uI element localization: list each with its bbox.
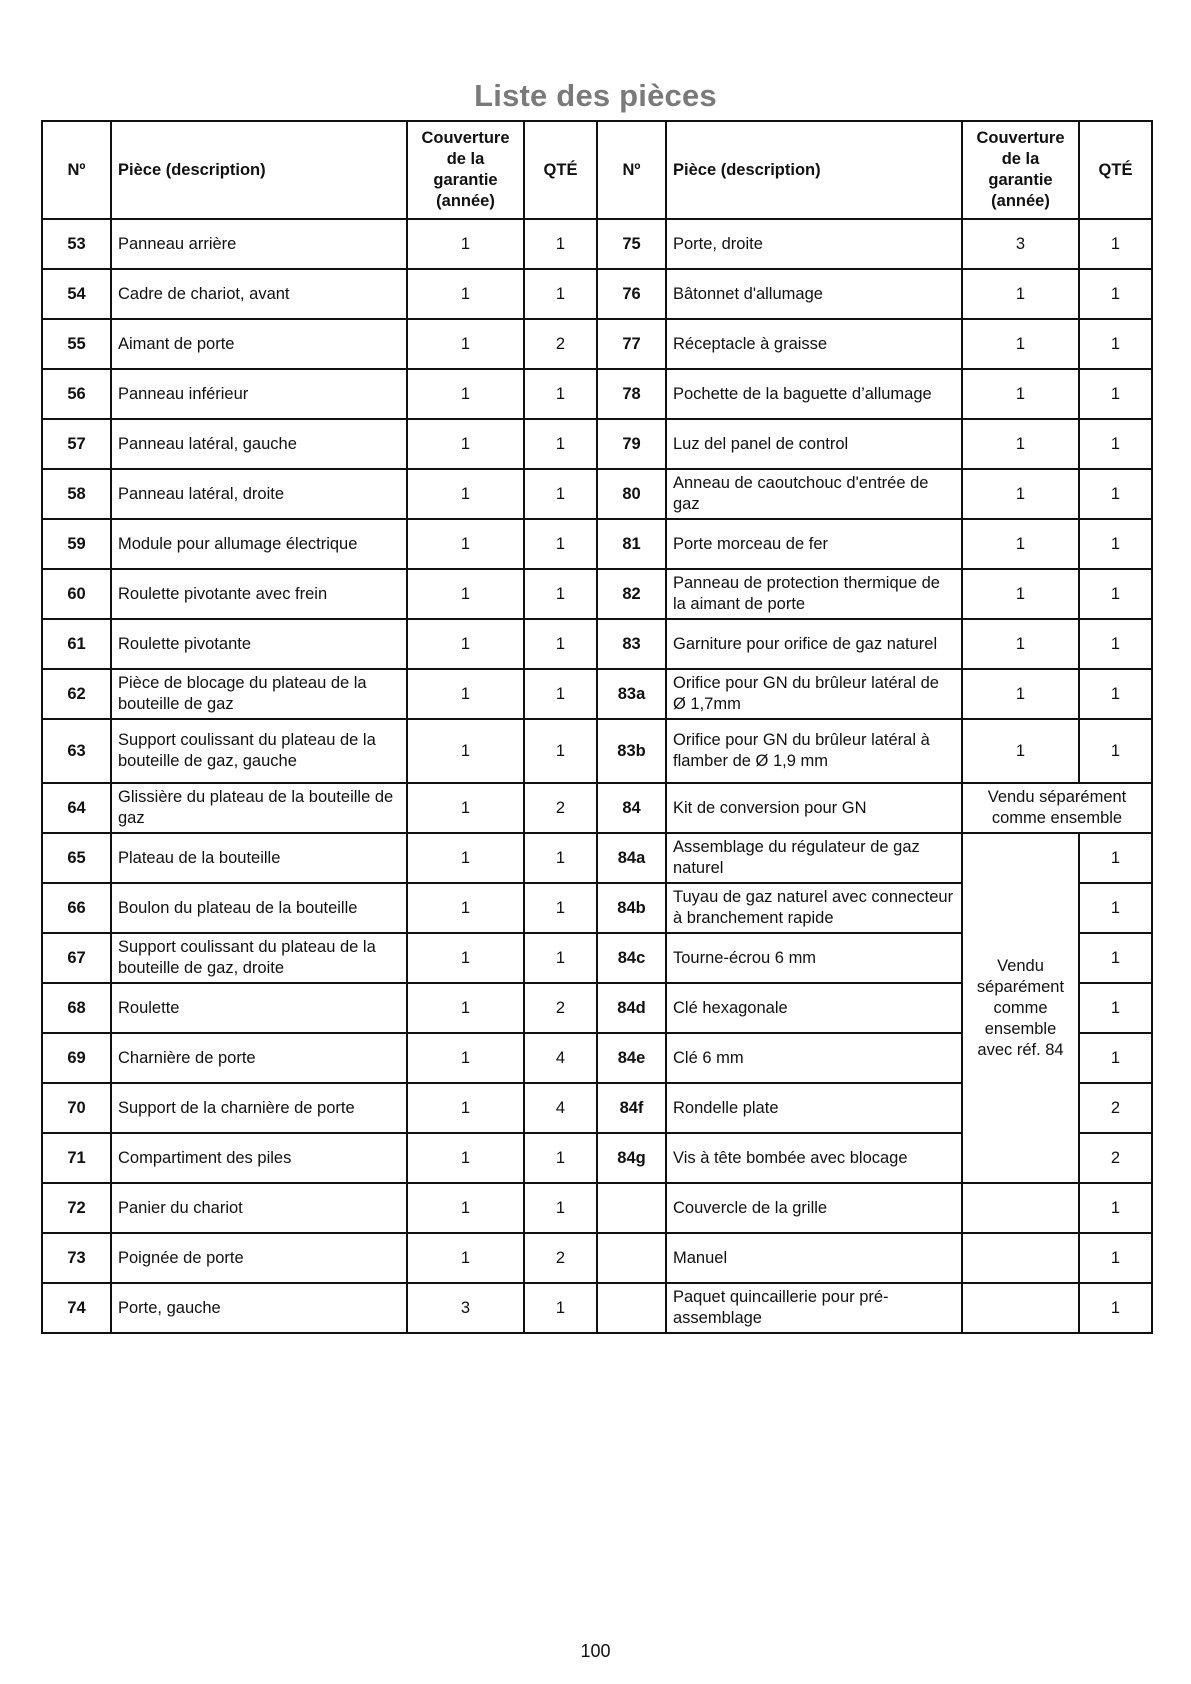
part-description: Panneau de protection thermique de la aimant de porte — [666, 569, 962, 619]
part-number: 61 — [42, 619, 111, 669]
part-number: 53 — [42, 219, 111, 269]
table-row — [42, 269, 1152, 319]
part-number: 73 — [42, 1233, 111, 1283]
quantity: 1 — [524, 619, 597, 669]
table-row — [42, 783, 1152, 833]
quantity: 2 — [524, 783, 597, 833]
part-description: Cadre de chariot, avant — [111, 269, 407, 319]
table-row — [42, 833, 1152, 883]
warranty-years — [962, 1283, 1079, 1333]
quantity: 2 — [524, 1233, 597, 1283]
part-number: 57 — [42, 419, 111, 469]
quantity: 1 — [1079, 519, 1152, 569]
warranty-years: 1 — [407, 269, 524, 319]
part-description: Manuel — [666, 1233, 962, 1283]
header-qty-left: QTÉ — [524, 121, 597, 219]
part-description: Boulon du plateau de la bouteille — [111, 883, 407, 933]
part-description: Orifice pour GN du brûleur latéral à flamber de Ø 1,9 mm — [666, 719, 962, 783]
quantity: 1 — [524, 469, 597, 519]
part-description: Poignée de porte — [111, 1233, 407, 1283]
part-description: Couvercle de la grille — [666, 1183, 962, 1233]
part-number: 83a — [597, 669, 666, 719]
quantity: 1 — [1079, 219, 1152, 269]
header-row — [42, 121, 1152, 219]
part-description: Pièce de blocage du plateau de la bouteille de gaz — [111, 669, 407, 719]
part-number: 69 — [42, 1033, 111, 1083]
part-description: Aimant de porte — [111, 319, 407, 369]
part-number: 79 — [597, 419, 666, 469]
part-description: Support coulissant du plateau de la bouteille de gaz, gauche — [111, 719, 407, 783]
part-number — [597, 1283, 666, 1333]
sold-separately-note: Vendu séparément comme ensemble — [962, 783, 1152, 833]
warranty-years — [962, 1183, 1079, 1233]
page-title: Liste des pièces — [474, 78, 717, 113]
quantity: 1 — [1079, 669, 1152, 719]
table-row — [42, 1183, 1152, 1233]
quantity: 1 — [1079, 1183, 1152, 1233]
part-number: 70 — [42, 1083, 111, 1133]
quantity: 1 — [524, 833, 597, 883]
part-description: Panneau arrière — [111, 219, 407, 269]
part-number: 55 — [42, 319, 111, 369]
part-description: Anneau de caoutchouc d'entrée de gaz — [666, 469, 962, 519]
warranty-years: 1 — [962, 719, 1079, 783]
part-number — [597, 1183, 666, 1233]
part-number: 71 — [42, 1133, 111, 1183]
quantity: 1 — [524, 669, 597, 719]
part-description: Rondelle plate — [666, 1083, 962, 1133]
quantity: 1 — [524, 1283, 597, 1333]
warranty-years: 1 — [407, 883, 524, 933]
table-row — [42, 569, 1152, 619]
part-description: Vis à tête bombée avec blocage — [666, 1133, 962, 1183]
quantity: 1 — [524, 933, 597, 983]
warranty-years: 1 — [962, 269, 1079, 319]
quantity: 2 — [524, 983, 597, 1033]
quantity: 1 — [1079, 269, 1152, 319]
quantity: 1 — [1079, 833, 1152, 883]
quantity: 1 — [1079, 619, 1152, 669]
part-description: Roulette pivotante — [111, 619, 407, 669]
quantity: 1 — [1079, 469, 1152, 519]
quantity: 1 — [524, 719, 597, 783]
quantity: 1 — [524, 1183, 597, 1233]
table-row — [42, 1283, 1152, 1333]
part-description: Pochette de la baguette d’allumage — [666, 369, 962, 419]
part-number: 54 — [42, 269, 111, 319]
quantity: 1 — [524, 419, 597, 469]
part-description: Roulette pivotante avec frein — [111, 569, 407, 619]
part-number: 84e — [597, 1033, 666, 1083]
warranty-years: 1 — [407, 519, 524, 569]
part-number: 65 — [42, 833, 111, 883]
warranty-years: 1 — [962, 469, 1079, 519]
warranty-years: 1 — [962, 369, 1079, 419]
warranty-years: 1 — [407, 569, 524, 619]
quantity: 1 — [1079, 719, 1152, 783]
warranty-years: 1 — [962, 669, 1079, 719]
warranty-years: 1 — [962, 569, 1079, 619]
part-description: Bâtonnet d'allumage — [666, 269, 962, 319]
part-number: 74 — [42, 1283, 111, 1333]
header-description-left: Pièce (description) — [111, 121, 407, 219]
table-row — [42, 469, 1152, 519]
quantity: 2 — [1079, 1133, 1152, 1183]
parts-table-body — [42, 219, 1152, 1333]
quantity: 1 — [524, 569, 597, 619]
part-description: Réceptacle à graisse — [666, 319, 962, 369]
quantity: 1 — [524, 519, 597, 569]
quantity: 1 — [524, 369, 597, 419]
quantity: 1 — [524, 1133, 597, 1183]
warranty-years: 1 — [962, 419, 1079, 469]
quantity: 1 — [524, 883, 597, 933]
warranty-years: 1 — [407, 983, 524, 1033]
part-description: Paquet quincaillerie pour pré-assemblage — [666, 1283, 962, 1333]
part-number: 83 — [597, 619, 666, 669]
part-description: Support coulissant du plateau de la bouteille de gaz, droite — [111, 933, 407, 983]
part-number: 59 — [42, 519, 111, 569]
table-row — [42, 719, 1152, 783]
part-number: 72 — [42, 1183, 111, 1233]
part-number: 64 — [42, 783, 111, 833]
part-description: Panier du chariot — [111, 1183, 407, 1233]
header-coverage-right: Couverture de la garantie (année) — [962, 121, 1079, 219]
part-number: 84c — [597, 933, 666, 983]
quantity: 1 — [1079, 983, 1152, 1033]
part-description: Tuyau de gaz naturel avec connecteur à branchement rapide — [666, 883, 962, 933]
part-number: 62 — [42, 669, 111, 719]
table-row — [42, 669, 1152, 719]
warranty-years: 1 — [962, 619, 1079, 669]
warranty-years: 3 — [407, 1283, 524, 1333]
table-row — [42, 419, 1152, 469]
quantity: 1 — [524, 219, 597, 269]
header-coverage-left: Couverture de la garantie (année) — [407, 121, 524, 219]
header-no-right: Nº — [597, 121, 666, 219]
quantity: 2 — [524, 319, 597, 369]
part-description: Charnière de porte — [111, 1033, 407, 1083]
warranty-years: 1 — [407, 219, 524, 269]
warranty-years: 1 — [407, 469, 524, 519]
quantity: 4 — [524, 1033, 597, 1083]
warranty-years: 3 — [962, 219, 1079, 269]
part-number: 68 — [42, 983, 111, 1033]
part-number: 84b — [597, 883, 666, 933]
warranty-years: 1 — [962, 519, 1079, 569]
part-description: Panneau latéral, gauche — [111, 419, 407, 469]
quantity: 1 — [1079, 369, 1152, 419]
table-row — [42, 519, 1152, 569]
part-number: 58 — [42, 469, 111, 519]
part-number: 84g — [597, 1133, 666, 1183]
quantity: 1 — [1079, 569, 1152, 619]
warranty-years: 1 — [407, 1033, 524, 1083]
quantity: 1 — [1079, 883, 1152, 933]
part-description: Module pour allumage électrique — [111, 519, 407, 569]
part-description: Porte, droite — [666, 219, 962, 269]
part-number: 77 — [597, 319, 666, 369]
warranty-years: 1 — [407, 933, 524, 983]
quantity: 1 — [1079, 1233, 1152, 1283]
part-number: 56 — [42, 369, 111, 419]
part-description: Support de la charnière de porte — [111, 1083, 407, 1133]
part-number: 78 — [597, 369, 666, 419]
part-number: 81 — [597, 519, 666, 569]
table-row — [42, 369, 1152, 419]
part-description: Panneau inférieur — [111, 369, 407, 419]
part-description: Panneau latéral, droite — [111, 469, 407, 519]
warranty-years: 1 — [407, 719, 524, 783]
quantity: 1 — [524, 269, 597, 319]
part-number: 76 — [597, 269, 666, 319]
part-description: Luz del panel de control — [666, 419, 962, 469]
part-description: Plateau de la bouteille — [111, 833, 407, 883]
warranty-years: 1 — [407, 319, 524, 369]
part-number: 80 — [597, 469, 666, 519]
quantity: 4 — [524, 1083, 597, 1133]
quantity: 2 — [1079, 1083, 1152, 1133]
part-description: Glissière du plateau de la bouteille de gaz — [111, 783, 407, 833]
part-number: 84a — [597, 833, 666, 883]
part-description: Roulette — [111, 983, 407, 1033]
quantity: 1 — [1079, 1283, 1152, 1333]
warranty-years: 1 — [407, 1233, 524, 1283]
part-number: 60 — [42, 569, 111, 619]
warranty-years: 1 — [407, 833, 524, 883]
sold-separately-note-84: Vendu séparément comme ensemble avec réf. 84 — [962, 833, 1079, 1183]
part-description: Orifice pour GN du brûleur latéral de Ø 1,7mm — [666, 669, 962, 719]
warranty-years: 1 — [407, 669, 524, 719]
table-row — [42, 319, 1152, 369]
warranty-years: 1 — [407, 783, 524, 833]
warranty-years: 1 — [962, 319, 1079, 369]
part-number: 63 — [42, 719, 111, 783]
part-description: Clé hexagonale — [666, 983, 962, 1033]
part-description: Assemblage du régulateur de gaz naturel — [666, 833, 962, 883]
quantity: 1 — [1079, 319, 1152, 369]
part-description: Tourne-écrou 6 mm — [666, 933, 962, 983]
part-description: Kit de conversion pour GN — [666, 783, 962, 833]
part-number: 84f — [597, 1083, 666, 1133]
part-number — [597, 1233, 666, 1283]
table-row — [42, 619, 1152, 669]
warranty-years: 1 — [407, 1083, 524, 1133]
part-description: Clé 6 mm — [666, 1033, 962, 1083]
part-number: 84 — [597, 783, 666, 833]
part-description: Porte, gauche — [111, 1283, 407, 1333]
part-description: Compartiment des piles — [111, 1133, 407, 1183]
warranty-years: 1 — [407, 1133, 524, 1183]
part-number: 83b — [597, 719, 666, 783]
header-description-right: Pièce (description) — [666, 121, 962, 219]
warranty-years: 1 — [407, 619, 524, 669]
header-qty-right: QTÉ — [1079, 121, 1152, 219]
header-no-left: Nº — [42, 121, 111, 219]
table-row — [42, 219, 1152, 269]
warranty-years: 1 — [407, 369, 524, 419]
parts-table — [41, 120, 1153, 1334]
warranty-years — [962, 1233, 1079, 1283]
warranty-years: 1 — [407, 419, 524, 469]
quantity: 1 — [1079, 419, 1152, 469]
part-number: 84d — [597, 983, 666, 1033]
part-number: 75 — [597, 219, 666, 269]
part-description: Porte morceau de fer — [666, 519, 962, 569]
part-number: 82 — [597, 569, 666, 619]
quantity: 1 — [1079, 933, 1152, 983]
part-number: 66 — [42, 883, 111, 933]
part-description: Garniture pour orifice de gaz naturel — [666, 619, 962, 669]
warranty-years: 1 — [407, 1183, 524, 1233]
page-number: 100 — [580, 1641, 611, 1661]
part-number: 67 — [42, 933, 111, 983]
table-row — [42, 1233, 1152, 1283]
quantity: 1 — [1079, 1033, 1152, 1083]
